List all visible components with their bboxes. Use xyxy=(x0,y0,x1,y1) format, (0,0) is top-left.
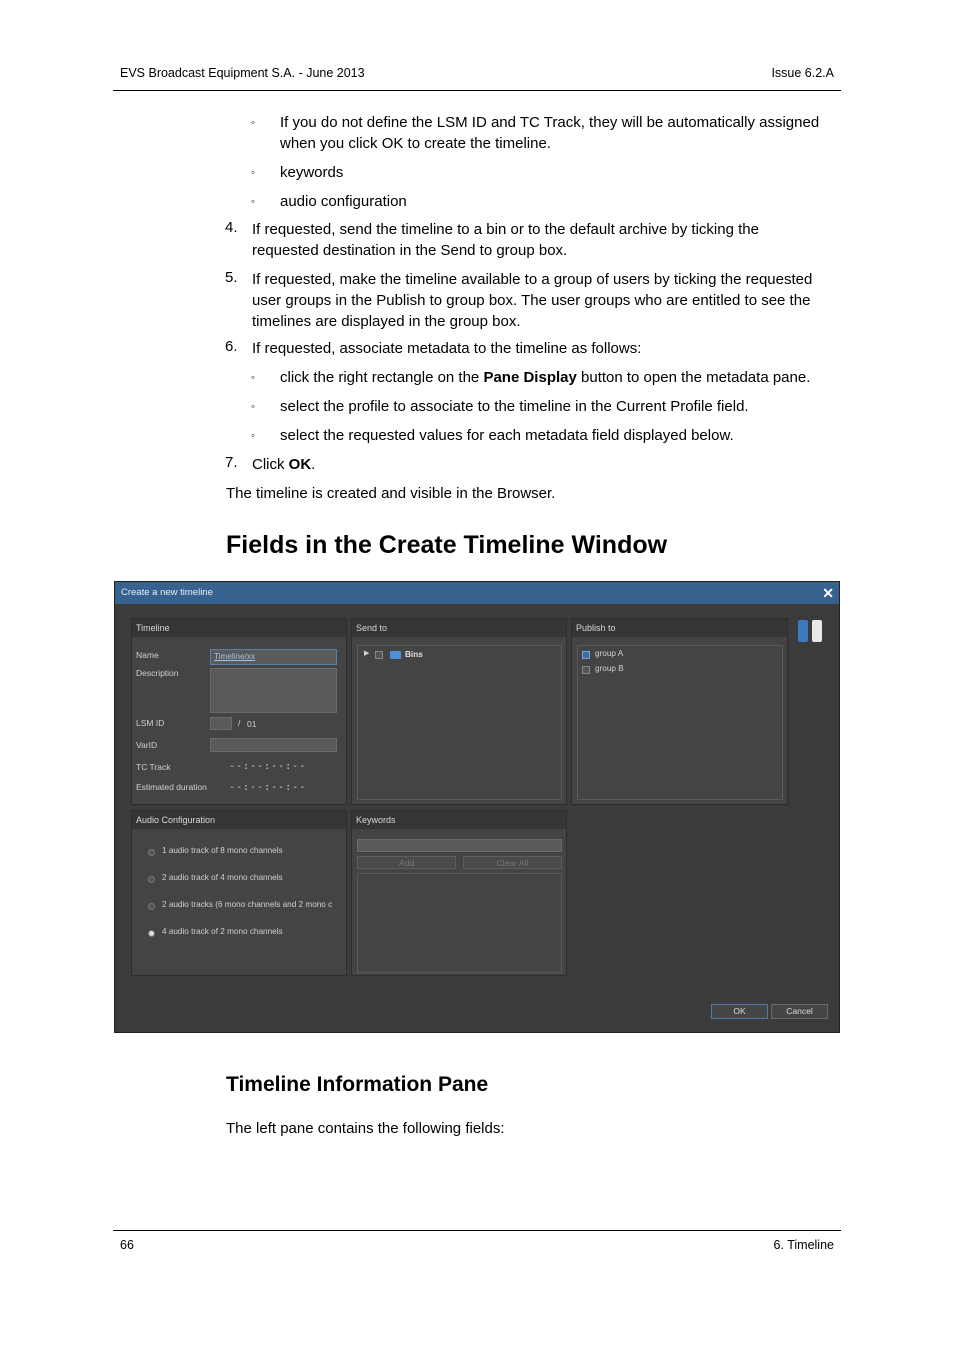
section-heading: Fields in the Create Timeline Window xyxy=(226,531,668,559)
step-7-text: Click OK. xyxy=(252,456,316,473)
folder-icon xyxy=(390,651,401,659)
bullet-select-values: select the requested values for each metadata field displayed below. xyxy=(280,427,734,444)
lsm-id-label: LSM ID xyxy=(136,718,165,728)
bullet-select-profile: select the profile to associate to the timeline in the Current Profile field. xyxy=(280,398,749,415)
audio-configuration-pane xyxy=(131,810,347,976)
bins-label: Bins xyxy=(405,650,423,659)
bullet-glyph: ◦ xyxy=(251,401,255,413)
ok-button[interactable]: OK xyxy=(711,1004,768,1019)
publish-to-list xyxy=(577,645,783,800)
bullet-keywords: keywords xyxy=(280,164,344,181)
publish-to-pane xyxy=(571,618,788,805)
audio-option-radio-selected[interactable] xyxy=(148,930,155,937)
description-field[interactable] xyxy=(210,668,337,713)
varid-field[interactable] xyxy=(210,738,337,752)
lsm-id-field[interactable] xyxy=(210,717,232,730)
close-icon[interactable]: ✕ xyxy=(822,585,834,601)
lsm-id-separator: / xyxy=(238,718,241,728)
publish-to-header: Publish to xyxy=(572,619,787,637)
send-to-pane xyxy=(351,618,567,805)
dialog-title: Create a new timeline xyxy=(121,587,213,598)
step-number: 5. xyxy=(225,269,238,286)
header-rule xyxy=(113,90,841,91)
audio-configuration-header: Audio Configuration xyxy=(132,811,346,829)
bullet-glyph: ◦ xyxy=(251,196,255,208)
group-b-checkbox[interactable] xyxy=(582,666,590,674)
timeline-pane xyxy=(131,618,347,805)
keyword-input[interactable] xyxy=(357,839,562,852)
bullet-glyph: ◦ xyxy=(251,372,255,384)
send-to-header: Send to xyxy=(352,619,566,637)
pane-display-right-toggle[interactable] xyxy=(812,620,822,642)
tc-track-value[interactable]: --:--:--:-- xyxy=(229,761,307,772)
name-field[interactable]: Timeline/xx xyxy=(210,649,337,665)
step-6-text: If requested, associate metadata to the timeline as follows: xyxy=(252,340,642,357)
dialog-title-bar xyxy=(115,582,839,604)
audio-option-radio[interactable] xyxy=(148,903,155,910)
step-number: 4. xyxy=(225,219,238,236)
varid-label: VarID xyxy=(136,740,158,750)
audio-option-radio[interactable] xyxy=(148,876,155,883)
footer-rule xyxy=(113,1230,841,1231)
create-timeline-dialog xyxy=(114,581,840,1033)
name-label: Name xyxy=(136,650,159,660)
audio-option-radio[interactable] xyxy=(148,849,155,856)
group-b-label: group B xyxy=(595,664,624,673)
audio-option-label: 1 audio track of 8 mono channels xyxy=(162,846,283,855)
bullet-pane-display: click the right rectangle on the Pane Display button to open the metadata pane. xyxy=(280,369,811,386)
pane-intro-text: The left pane contains the following fields: xyxy=(226,1120,505,1137)
lsm-id-suffix: 01 xyxy=(247,719,257,729)
description-label: Description xyxy=(136,668,179,678)
group-a-checkbox[interactable] xyxy=(582,651,590,659)
timeline-pane-header: Timeline xyxy=(132,619,346,637)
subsection-heading: Timeline Information Pane xyxy=(226,1073,489,1096)
pane-display-left-toggle[interactable] xyxy=(798,620,808,642)
keywords-list xyxy=(357,873,562,973)
page-number: 66 xyxy=(120,1238,134,1252)
bins-checkbox[interactable] xyxy=(375,651,383,659)
step-5-text: If requested, make the timeline available to a group of users by ticking the requested user groups in the Publish to group box. The user groups who are entitled to see the timelines are displayed in the group box. xyxy=(252,271,813,330)
keywords-header: Keywords xyxy=(352,811,566,829)
group-a-label: group A xyxy=(595,649,624,658)
step-4-text: If requested, send the timeline to a bin or to the default archive by ticking the requested destination in the Send to group box. xyxy=(252,221,759,259)
header-right: Issue 6.2.A xyxy=(771,66,834,80)
header-left: EVS Broadcast Equipment S.A. - June 2013 xyxy=(120,66,365,80)
bullet-glyph: ◦ xyxy=(251,117,255,129)
bullet-audio-config: audio configuration xyxy=(280,193,407,210)
estimated-duration-value: --:--:--:-- xyxy=(229,782,307,793)
expand-arrow-icon[interactable]: ▶ xyxy=(364,650,370,657)
audio-option-label: 2 audio track of 4 mono channels xyxy=(162,873,283,882)
step-number: 7. xyxy=(225,454,238,471)
bullet-glyph: ◦ xyxy=(251,430,255,442)
cancel-button[interactable]: Cancel xyxy=(771,1004,828,1019)
audio-option-label: 2 audio tracks (6 mono channels and 2 mono c xyxy=(162,900,333,909)
audio-option-label: 4 audio track of 2 mono channels xyxy=(162,927,283,936)
tc-track-label: TC Track xyxy=(136,762,171,772)
bullet-glyph: ◦ xyxy=(251,167,255,179)
send-to-tree xyxy=(357,645,562,800)
chapter-label: 6. Timeline xyxy=(773,1238,834,1252)
keywords-pane xyxy=(351,810,567,976)
clear-all-button[interactable]: Clear All xyxy=(463,856,562,869)
bullet-lsm-note: If you do not define the LSM ID and TC Track, they will be automatically assigned when you click OK to create the timeline. xyxy=(280,114,820,152)
result-text: The timeline is created and visible in the Browser. xyxy=(226,485,556,502)
estimated-duration-label: Estimated duration xyxy=(136,782,207,792)
add-keyword-button[interactable]: Add xyxy=(357,856,456,869)
step-number: 6. xyxy=(225,338,238,355)
